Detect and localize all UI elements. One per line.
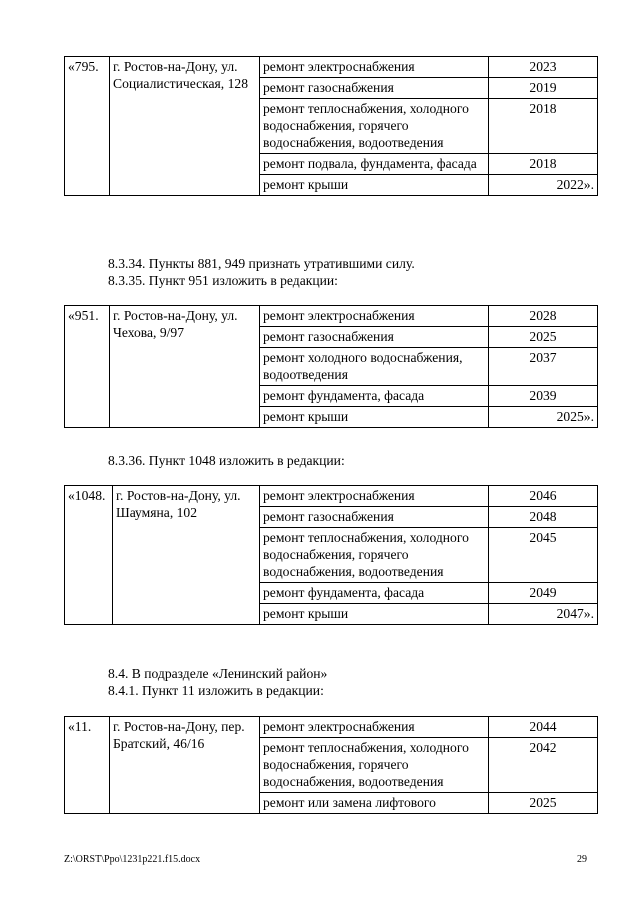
footer-file-path: Z:\ORST\Ppo\1231p221.f15.docx: [64, 854, 201, 865]
work-type: ремонт теплоснабжения, холодного водоснабжения, горячего водоснабжения, водоотведения: [260, 528, 489, 583]
work-type: ремонт фундамента, фасада: [260, 386, 489, 407]
work-type: ремонт крыши: [260, 175, 489, 196]
work-type: ремонт электроснабжения: [260, 306, 489, 327]
work-type: ремонт электроснабжения: [260, 57, 489, 78]
paragraph-8-4: 8.4. В подразделе «Ленинский район»: [108, 666, 328, 681]
work-year: 2048: [489, 507, 598, 528]
paragraph-8-3-36: 8.3.36. Пункт 1048 изложить в редакции:: [108, 453, 345, 468]
work-year: 2025: [489, 793, 598, 814]
work-year: 2037: [489, 348, 598, 386]
work-year: 2028: [489, 306, 598, 327]
work-type: ремонт газоснабжения: [260, 78, 489, 99]
work-year: 2025».: [489, 407, 598, 428]
item-address: г. Ростов-на-Дону, пер. Братский, 46/16: [110, 717, 260, 814]
table-row: [65, 717, 598, 738]
work-year: 2044: [489, 717, 598, 738]
work-year: 2045: [489, 528, 598, 583]
paragraph-8-4-1: 8.4.1. Пункт 11 изложить в редакции:: [108, 683, 324, 698]
paragraph-8-3-35: 8.3.35. Пункт 951 изложить в редакции:: [108, 273, 338, 288]
work-year: 2049: [489, 583, 598, 604]
item-number: «795.: [65, 57, 110, 196]
table-item-795: [64, 56, 598, 196]
work-year: 2047».: [489, 604, 598, 625]
paragraph-8-3-34: 8.3.34. Пункты 881, 949 признать утратившими силу.: [108, 256, 415, 271]
work-year: 2022».: [489, 175, 598, 196]
item-address: г. Ростов-на-Дону, ул. Шаумяна, 102: [113, 486, 260, 625]
table-row: [65, 486, 598, 507]
work-year: 2042: [489, 738, 598, 793]
work-type: ремонт фундамента, фасада: [260, 583, 489, 604]
work-type: ремонт электроснабжения: [260, 717, 489, 738]
table-item-1048: [64, 485, 598, 625]
work-year: 2018: [489, 154, 598, 175]
table-row: [65, 57, 598, 78]
work-type: ремонт газоснабжения: [260, 507, 489, 528]
work-year: 2019: [489, 78, 598, 99]
item-address: г. Ростов-на-Дону, ул. Чехова, 9/97: [110, 306, 260, 428]
work-type: ремонт подвала, фундамента, фасада: [260, 154, 489, 175]
work-year: 2025: [489, 327, 598, 348]
work-type: ремонт газоснабжения: [260, 327, 489, 348]
work-type: ремонт или замена лифтового: [260, 793, 489, 814]
work-type: ремонт теплоснабжения, холодного водоснабжения, горячего водоснабжения, водоотведения: [260, 738, 489, 793]
table-item-951: [64, 305, 598, 428]
table-row: [65, 306, 598, 327]
work-type: ремонт крыши: [260, 604, 489, 625]
work-type: ремонт холодного водоснабжения, водоотведения: [260, 348, 489, 386]
work-type: ремонт крыши: [260, 407, 489, 428]
table-item-11: [64, 716, 598, 814]
footer-page-number: 29: [577, 854, 587, 865]
item-number: «1048.: [65, 486, 113, 625]
work-year: 2039: [489, 386, 598, 407]
item-number: «11.: [65, 717, 110, 814]
work-year: 2023: [489, 57, 598, 78]
item-address: г. Ростов-на-Дону, ул. Социалистическая, 128: [110, 57, 260, 196]
item-number: «951.: [65, 306, 110, 428]
work-year: 2046: [489, 486, 598, 507]
work-type: ремонт теплоснабжения, холодного водоснабжения, горячего водоснабжения, водоотведения: [260, 99, 489, 154]
work-year: 2018: [489, 99, 598, 154]
work-type: ремонт электроснабжения: [260, 486, 489, 507]
